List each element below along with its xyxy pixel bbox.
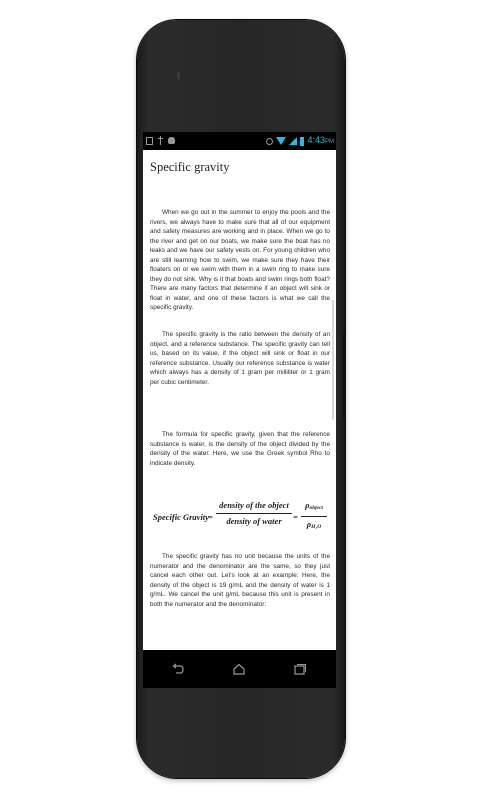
article-paragraph: When we go out in the summer to enjoy the pools and the rivers, we always have to make sure that all of our equipment and safety measures are working and in place. When we go to the river and get on our boats, we make sure the boat has no leaks and we have our safety vests on. For young children who are still learning how to swim, we make sure they have their floaters on or we swim with them in a swim ring to make sure they do not sink. Why is it that boats and swim rings both float? There are many factors that determine if an object will sink or float in water, and one of these factors is what we call the specific gravity. [150,209,330,312]
time-text: 4:43 [307,135,325,145]
article-paragraph: The specific gravity has no unit because the units of the numerator and the denominator are the same, so they just cancel each other out. Let's look at an example: Here, the density of the object is 19 g/mL and the density of water is 1 g/mL. We cancel the unit g/mL because this unit is present in both the numerator and the denominator: [150,553,330,608]
recent-apps-icon[interactable] [293,662,307,676]
formula-equals-2: = [293,512,298,522]
screen [143,132,336,688]
specific-gravity-formula [153,500,328,536]
debug-icon [168,137,175,144]
status-time [307,135,334,147]
wifi-icon [276,137,286,145]
time-ampm: PM [325,139,334,145]
side-button [343,330,346,420]
fraction-bar [301,516,327,517]
image-notification-icon [146,137,153,145]
rho-denominator [301,519,327,533]
formula-numerator: density of the object [219,500,289,510]
status-bar [143,132,336,150]
article-paragraph: The specific gravity is the ratio between the density of an object, and a reference substance. The specific gravity can tell us, based on its value, if the object will sink or float in our reference substance. Usually our reference substance is water which always has a density of 1 gram per milliliter or 1 gram per cubic centimeter. [150,331,330,386]
front-camera [177,72,180,79]
formula-fraction [216,500,292,527]
formula-equals: = [208,512,213,522]
rho-subscript-water: H₂O [311,524,322,530]
formula-lhs: Specific Gravity [153,512,209,522]
navigation-bar [143,650,336,688]
rho-fraction [301,500,327,533]
rho-numerator [301,500,327,514]
rho-subscript-object: object [309,505,323,511]
formula-denominator: density of water [226,516,282,526]
rho-symbol: ρ [305,500,310,510]
signal-icon [289,137,297,145]
status-right-icons [266,134,334,148]
sync-icon [266,138,273,145]
fraction-bar [216,513,292,514]
page-title: Specific gravity [150,160,230,174]
usb-icon [158,136,163,145]
home-icon[interactable] [232,662,246,676]
scrollbar[interactable] [332,300,334,420]
article-content[interactable] [143,150,336,650]
rho-symbol: ρ [306,519,312,529]
battery-icon [300,137,304,146]
status-left-icons [146,136,175,145]
article-paragraph: The formula for specific gravity, given that the reference substance is water, is the density of the object divided by the density of the water. Here, we use the Greek symbol Rho to indicate density. [150,431,330,467]
back-icon[interactable] [171,662,185,676]
